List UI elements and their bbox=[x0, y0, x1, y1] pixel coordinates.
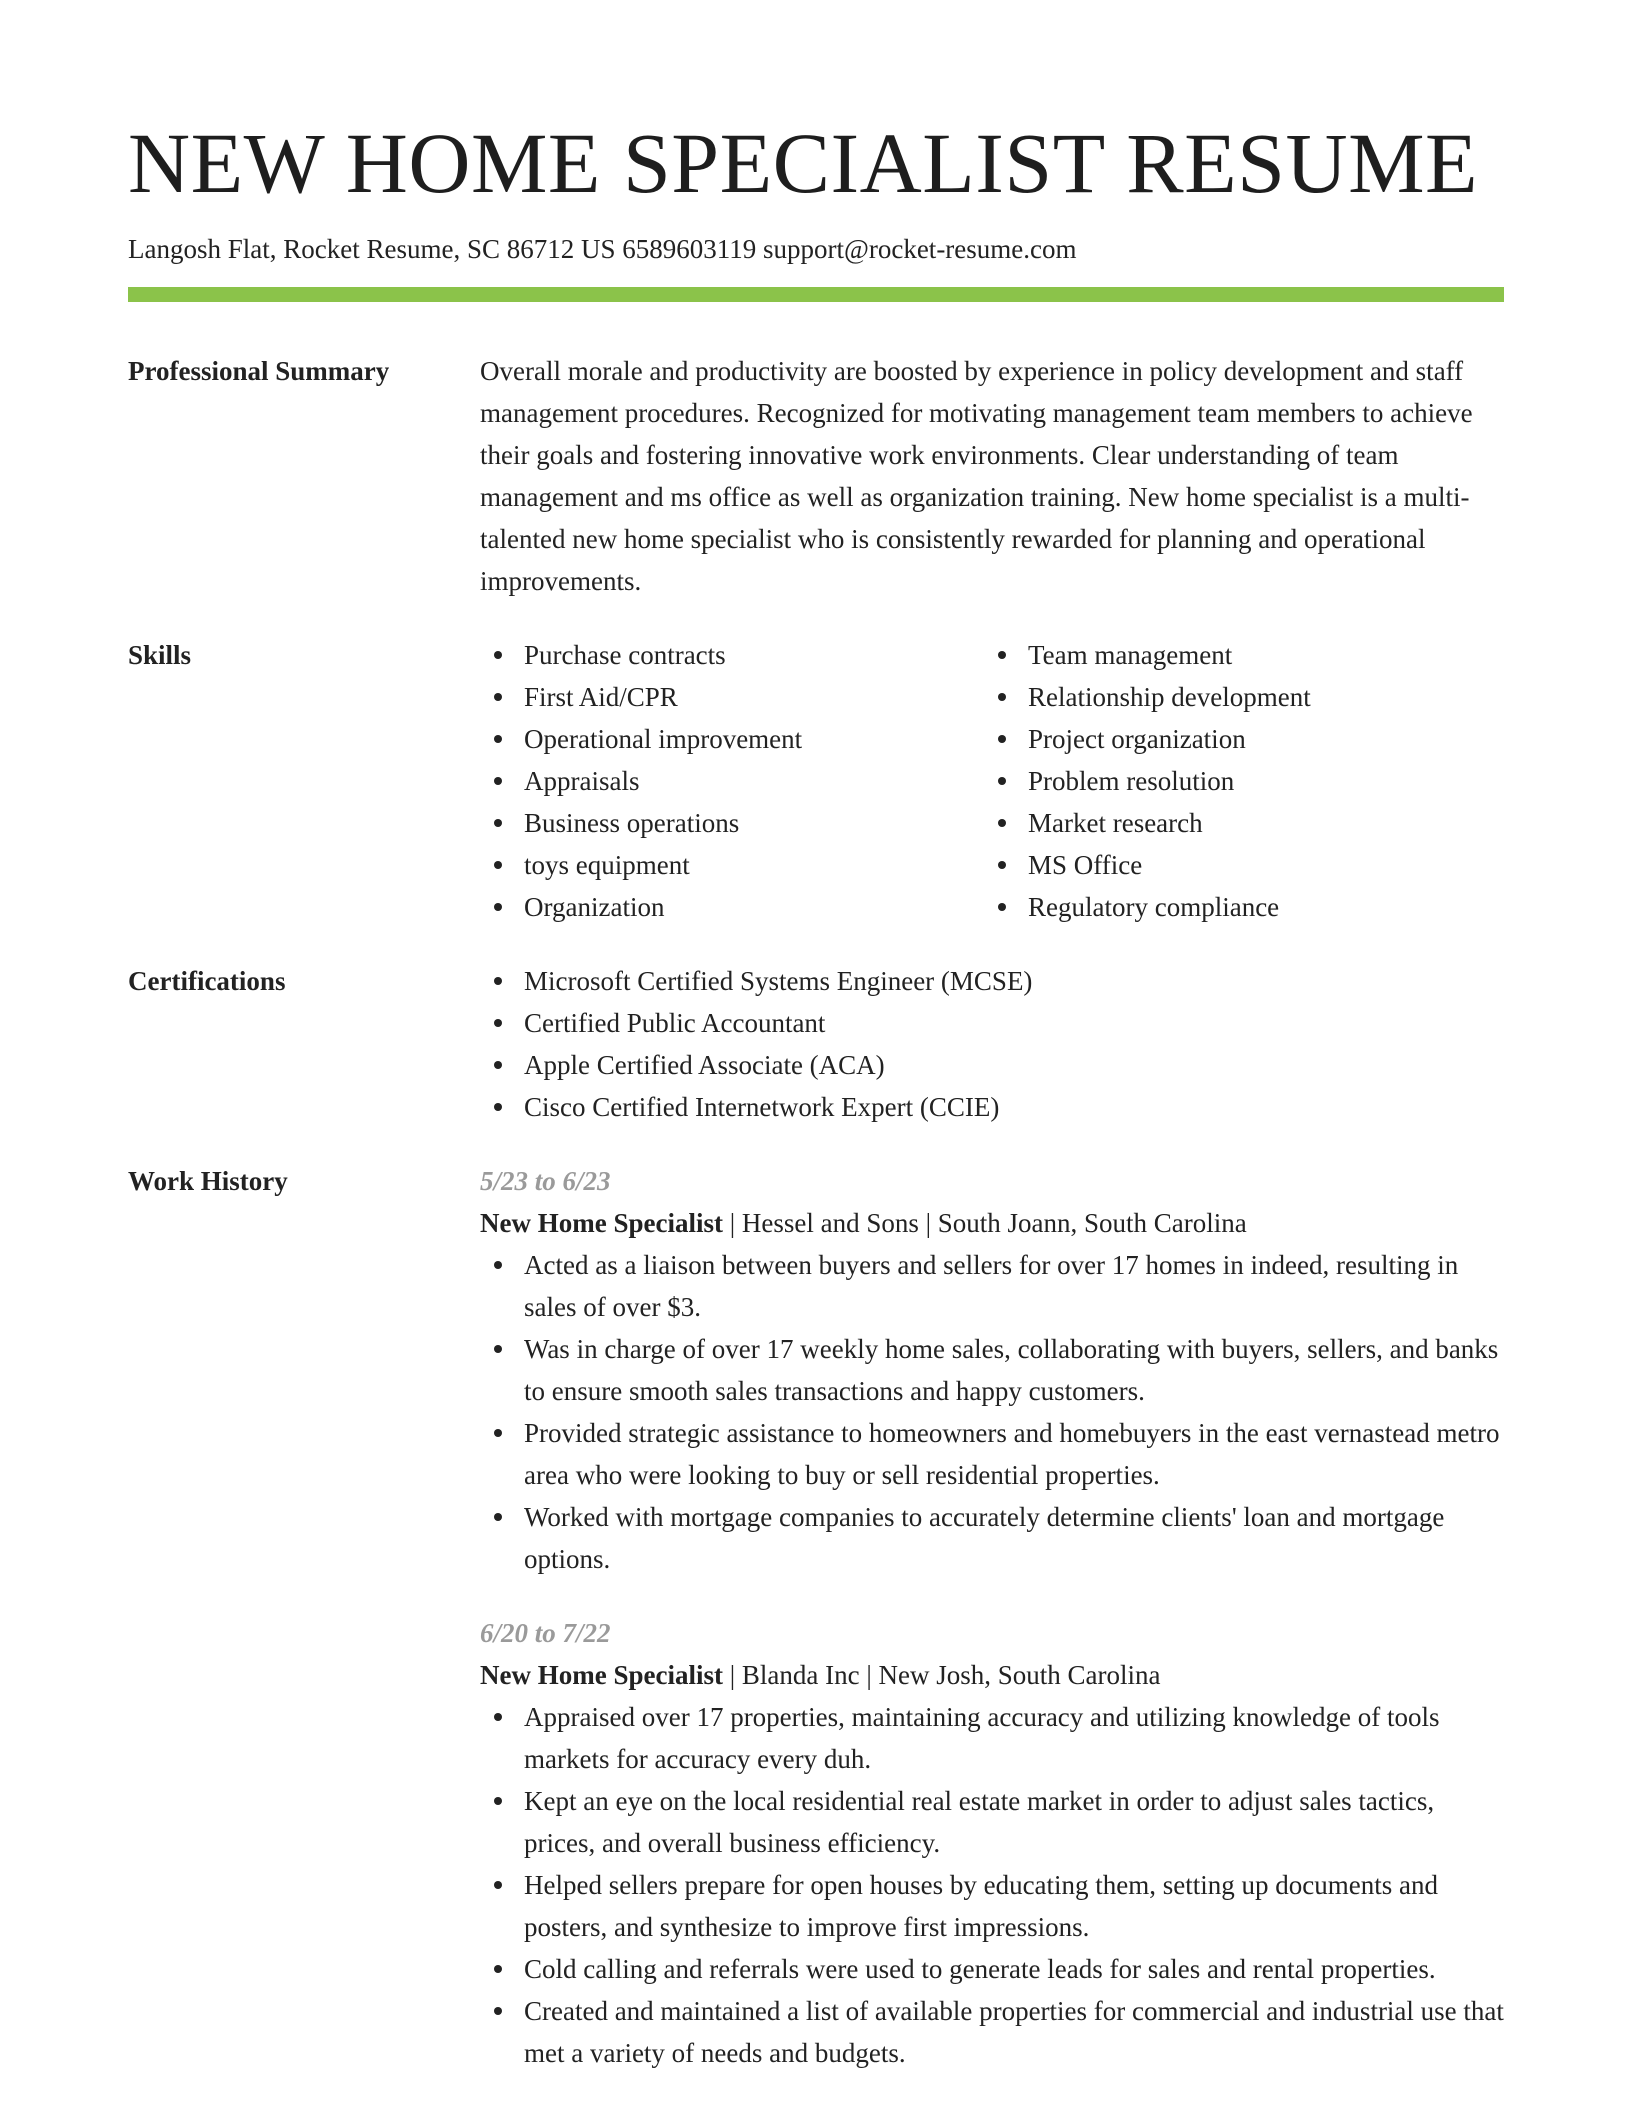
professional-summary-section bbox=[128, 350, 1504, 602]
job-bullet-list bbox=[480, 1244, 1504, 1580]
certification-item: Apple Certified Associate (ACA) bbox=[480, 1044, 1504, 1086]
job-title: New Home Specialist bbox=[480, 1660, 723, 1690]
summary-text: Overall morale and productivity are boosted by experience in policy development and staff management procedures. Recognized for motivating management team members to achieve their goals and fostering innovative work environments. Clear understanding of team management and ms office as well as organization training. New home specialist is a multi-talented new home specialist who is consistently rewarded for planning and operational improvements. bbox=[480, 356, 1473, 596]
job-bullet: Cold calling and referrals were used to generate leads for sales and rental properties. bbox=[480, 1948, 1504, 1990]
job-bullet: Acted as a liaison between buyers and sellers for over 17 homes in indeed, resulting in sales of over $3. bbox=[480, 1244, 1504, 1328]
skill-item: Regulatory compliance bbox=[984, 886, 1488, 928]
resume-title: NEW HOME SPECIALIST RESUME bbox=[128, 115, 1479, 211]
section-label: Skills bbox=[128, 640, 192, 670]
job-dates: 6/20 to 7/22 bbox=[480, 1618, 611, 1648]
skill-item: Purchase contracts bbox=[480, 634, 984, 676]
job-bullet: Appraised over 17 properties, maintaining accuracy and utilizing knowledge of tools markets for accuracy every duh. bbox=[480, 1696, 1504, 1780]
job-bullet: Helped sellers prepare for open houses by educating them, setting up documents and posters, and synthesize to improve first impressions. bbox=[480, 1864, 1504, 1948]
skills-section bbox=[128, 634, 1504, 928]
certifications-list bbox=[480, 960, 1504, 1128]
job-heading bbox=[480, 1202, 1504, 1244]
job-bullet: Created and maintained a list of available properties for commercial and industrial use that met a variety of needs and budgets. bbox=[480, 1990, 1504, 2074]
skills-columns bbox=[480, 634, 1504, 928]
job-bullet: Worked with mortgage companies to accurately determine clients' loan and mortgage options. bbox=[480, 1496, 1504, 1580]
job-bullet-list bbox=[480, 1696, 1504, 2074]
skill-item: Appraisals bbox=[480, 760, 984, 802]
certifications-section bbox=[128, 960, 1504, 1128]
skill-item: Market research bbox=[984, 802, 1488, 844]
skill-item: MS Office bbox=[984, 844, 1488, 886]
jobs-list bbox=[480, 1160, 1504, 2074]
job-bullet: Kept an eye on the local residential real estate market in order to adjust sales tactics, prices, and overall business efficiency. bbox=[480, 1780, 1504, 1864]
job-bullet: Provided strategic assistance to homeowners and homebuyers in the east vernastead metro area who were looking to buy or sell residential properties. bbox=[480, 1412, 1504, 1496]
skill-item: Team management bbox=[984, 634, 1488, 676]
section-label: Certifications bbox=[128, 966, 286, 996]
job-bullet: Was in charge of over 17 weekly home sales, collaborating with buyers, sellers, and banks to ensure smooth sales transactions and happy customers. bbox=[480, 1328, 1504, 1412]
accent-divider bbox=[128, 287, 1504, 302]
work-history-section bbox=[128, 1160, 1504, 2074]
skills-list-left bbox=[480, 634, 984, 928]
contact-line: Langosh Flat, Rocket Resume, SC 86712 US 6589603119 support@rocket-resume.com bbox=[128, 234, 1077, 264]
skill-item: Problem resolution bbox=[984, 760, 1488, 802]
skill-item: toys equipment bbox=[480, 844, 984, 886]
certification-item: Certified Public Accountant bbox=[480, 1002, 1504, 1044]
job-details: | Hessel and Sons | South Joann, South Carolina bbox=[722, 1208, 1247, 1238]
skills-list-right bbox=[984, 634, 1488, 928]
resume-page bbox=[128, 115, 1504, 2074]
job-entry bbox=[480, 1160, 1504, 1580]
section-label: Work History bbox=[128, 1166, 288, 1196]
skill-item: Organization bbox=[480, 886, 984, 928]
skill-item: Project organization bbox=[984, 718, 1488, 760]
skill-item: Operational improvement bbox=[480, 718, 984, 760]
skill-item: First Aid/CPR bbox=[480, 676, 984, 718]
job-heading bbox=[480, 1654, 1504, 1696]
job-details: | Blanda Inc | New Josh, South Carolina bbox=[722, 1660, 1161, 1690]
job-dates: 5/23 to 6/23 bbox=[480, 1166, 611, 1196]
skill-item: Relationship development bbox=[984, 676, 1488, 718]
job-entry bbox=[480, 1612, 1504, 2074]
certification-item: Microsoft Certified Systems Engineer (MCSE) bbox=[480, 960, 1504, 1002]
job-title: New Home Specialist bbox=[480, 1208, 723, 1238]
section-label: Professional Summary bbox=[128, 356, 390, 386]
certification-item: Cisco Certified Internetwork Expert (CCIE) bbox=[480, 1086, 1504, 1128]
skill-item: Business operations bbox=[480, 802, 984, 844]
